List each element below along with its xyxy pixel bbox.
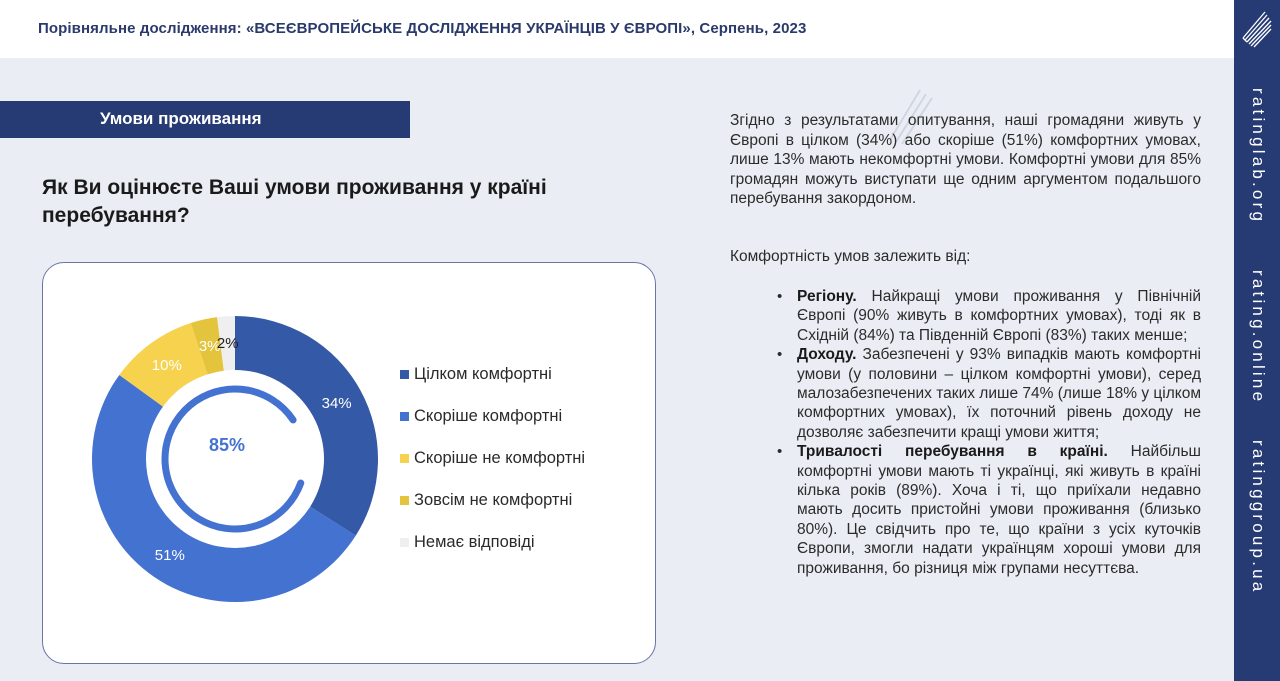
summary-paragraph: Згідно з результатами опитування, наші громадяни живуть у Європі в цілком (34%) або скоріше (51%) комфортних умовах, лише 13% мають некомфортні умови. Комфортні умови для 85% громадян можуть виступати ще одним аргументом подальшого перебування закордоном. xyxy=(730,112,1201,207)
sidebar-link-ratinglab: ratinglab.org xyxy=(1249,88,1268,225)
sidebar-link-rating-online: rating.online xyxy=(1249,270,1268,405)
legend-swatch xyxy=(400,496,409,505)
legend-swatch xyxy=(400,412,409,421)
slice-label-not-comfortable: 3% xyxy=(198,337,221,355)
sidebar-link-ratinggroup: ratinggroup.ua xyxy=(1249,440,1268,595)
legend-label: Скоріше не комфортні xyxy=(414,448,586,467)
legend-swatch xyxy=(400,370,409,379)
list-item xyxy=(797,287,1201,345)
bullet-heading: Тривалості перебування в країні. xyxy=(797,443,1108,461)
donut-chart xyxy=(43,263,383,663)
slice-label-no-answer: 2% xyxy=(216,335,239,353)
list-item xyxy=(797,345,1201,442)
bullet-heading: Регіону. xyxy=(797,288,857,305)
center-total-label: 85% xyxy=(208,435,246,455)
legend-item-rather-uncomfortable xyxy=(400,437,585,479)
slice-label-fully-comfortable: 34% xyxy=(321,395,352,413)
legend-label: Зовсім не комфортні xyxy=(414,490,573,509)
legend-label: Немає відповіді xyxy=(414,532,535,551)
slice-label-rather-comfortable: 51% xyxy=(154,546,185,564)
slice-fully-comfortable xyxy=(235,316,378,536)
legend-item-no-answer xyxy=(400,521,585,563)
factors-intro: Комфортність умов залежить від: xyxy=(730,248,971,265)
legend-label: Скоріше комфортні xyxy=(414,406,563,425)
rating-logo-icon xyxy=(1234,0,1280,58)
comfort-progress-arc xyxy=(165,389,301,529)
header-title: Порівняльне дослідження: «ВСЕЄВРОПЕЙСЬКЕ ДОСЛІДЖЕННЯ УКРАЇНЦІВ У ЄВРОПІ», Серпень, 2023 xyxy=(38,20,807,37)
survey-question: Як Ви оцінюєте Ваші умови проживання у країні перебування? xyxy=(42,176,547,227)
legend-item-not-comfortable xyxy=(400,479,585,521)
bullet-heading: Доходу. xyxy=(797,346,857,364)
chart-legend xyxy=(400,353,585,563)
bullet-text: Забезпечені у 93% випадків мають комфортні умови (у половини – цілком комфортні умови), серед малозабезпечених таких лише 74% (лише 18% у цілком комфортних умовах), їх поточний рівень доходу не дозволяє забезпечити кращі умови життя; xyxy=(797,346,1201,441)
list-item xyxy=(797,442,1201,578)
slice-label-rather-uncomfortable: 10% xyxy=(151,357,182,375)
legend-label: Цілком комфортні xyxy=(414,364,552,383)
chart-card xyxy=(42,262,656,664)
legend-swatch xyxy=(400,538,409,547)
legend-item-fully-comfortable xyxy=(400,353,585,395)
section-title: Умови проживання xyxy=(100,109,262,128)
factors-list xyxy=(797,287,1201,578)
legend-swatch xyxy=(400,454,409,463)
bullet-text: Найкращі умови проживання у Північній Європі (90% живуть в комфортних умовах), тоді як в Східній (84%) та Південній Європі (83%) таких менше; xyxy=(797,288,1201,344)
section-banner xyxy=(0,101,410,138)
legend-item-rather-comfortable xyxy=(400,395,585,437)
bullet-text: Найбільш комфортні умови мають ті українці, які живуть в країні кілька років (89%). Хоча і ті, що приїхали недавно мають досить пристойні умови проживання (близько 80%). Це свідчить про те, що країни з усіх куточків Європи, змогли надати українцям хороші умови для проживання, бо різниця між групами несуттєва. xyxy=(797,443,1201,577)
header-bar xyxy=(0,0,1234,58)
